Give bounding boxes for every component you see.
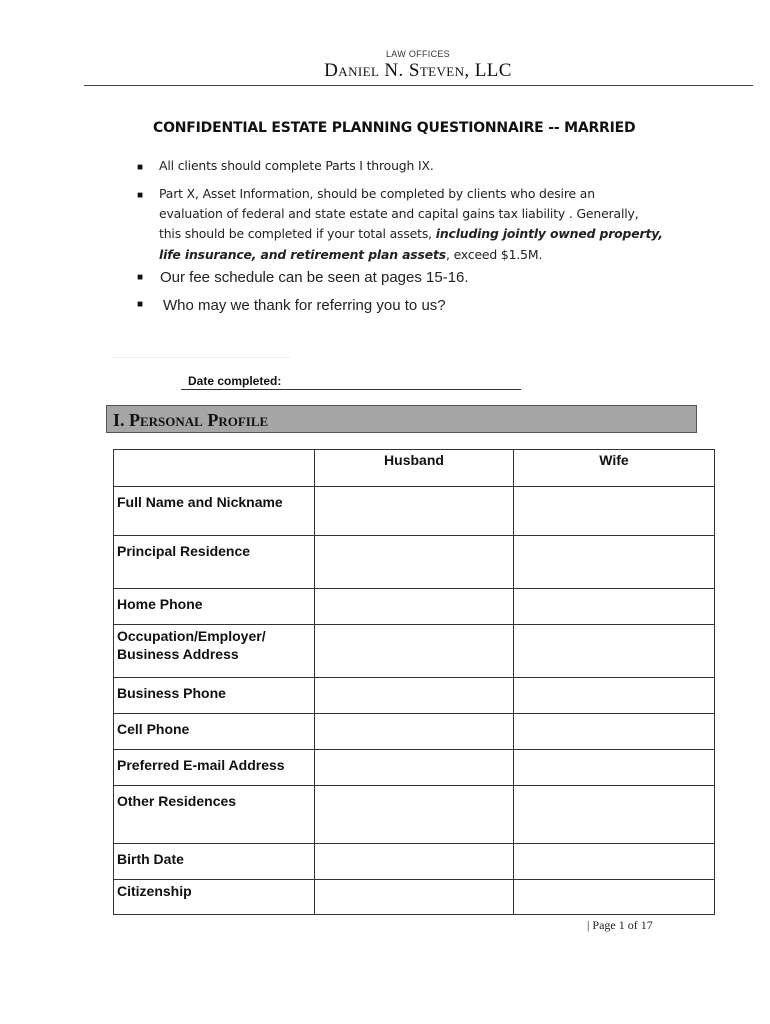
wife-cell[interactable] — [514, 536, 715, 589]
wife-cell[interactable] — [514, 678, 715, 714]
bullet-line — [159, 224, 679, 244]
wife-cell[interactable] — [514, 880, 715, 915]
column-header-husband: Husband — [315, 450, 514, 487]
husband-cell[interactable] — [315, 844, 514, 880]
wife-cell[interactable] — [514, 714, 715, 750]
row-label: Citizenship — [114, 880, 315, 915]
header-divider — [84, 85, 753, 86]
bullet-line-emphasis: life insurance, and retirement plan assets — [159, 247, 446, 262]
section-header-bar — [106, 405, 697, 433]
husband-cell[interactable] — [315, 487, 514, 536]
column-header-wife: Wife — [514, 450, 715, 487]
table-row — [114, 589, 715, 625]
bullet-line — [159, 245, 679, 265]
date-completed-label: Date completed: — [188, 374, 282, 388]
row-label: Principal Residence — [114, 536, 315, 589]
wife-cell[interactable] — [514, 786, 715, 844]
law-offices-caption: LAW OFFICES — [386, 49, 450, 59]
page-number: | Page 1 of 17 — [587, 918, 653, 932]
husband-cell[interactable] — [315, 678, 514, 714]
date-completed-field[interactable] — [181, 389, 521, 390]
husband-cell[interactable] — [315, 714, 514, 750]
row-label: Home Phone — [114, 589, 315, 625]
table-row — [114, 536, 715, 589]
bullet-text-fee-schedule: Our fee schedule can be seen at pages 15-16. — [160, 269, 469, 286]
bullet-text-asset-info — [159, 184, 679, 265]
wife-cell[interactable] — [514, 589, 715, 625]
row-label: Business Phone — [114, 678, 315, 714]
table-row — [114, 880, 715, 915]
row-label: Other Residences — [114, 786, 315, 844]
bullet-line-plain: this should be completed if your total assets, — [159, 226, 436, 241]
bullet-marker: ■ — [137, 190, 144, 201]
table-header-row — [114, 450, 715, 487]
row-label: Cell Phone — [114, 714, 315, 750]
wife-cell[interactable] — [514, 750, 715, 786]
table-row — [114, 714, 715, 750]
bullet-marker: ■ — [137, 272, 144, 283]
table-row — [114, 786, 715, 844]
table-row — [114, 487, 715, 536]
wife-cell[interactable] — [514, 487, 715, 536]
bullet-line-emphasis: including jointly owned property, — [435, 226, 663, 241]
document-title: CONFIDENTIAL ESTATE PLANNING QUESTIONNAIRE -- MARRIED — [153, 120, 636, 136]
bullet-line: Part X, Asset Information, should be completed by clients who desire an — [159, 186, 595, 201]
bullet-text-referral: Who may we thank for referring you to us? — [163, 297, 446, 314]
row-label: Birth Date — [114, 844, 315, 880]
husband-cell[interactable] — [315, 750, 514, 786]
section-title: I. Personal Profile — [113, 410, 269, 430]
row-label: Full Name and Nickname — [114, 487, 315, 536]
personal-profile-table — [113, 449, 715, 915]
faint-divider — [112, 357, 290, 358]
row-label: Preferred E-mail Address — [114, 750, 315, 786]
wife-cell[interactable] — [514, 844, 715, 880]
wife-cell[interactable] — [514, 625, 715, 678]
bullet-line-plain: , exceed $1.5M. — [446, 247, 543, 262]
husband-cell[interactable] — [315, 625, 514, 678]
table-row — [114, 844, 715, 880]
table-row — [114, 750, 715, 786]
husband-cell[interactable] — [315, 786, 514, 844]
husband-cell[interactable] — [315, 536, 514, 589]
bullet-marker: ■ — [137, 162, 144, 173]
husband-cell[interactable] — [315, 880, 514, 915]
table-row — [114, 678, 715, 714]
bullet-line: evaluation of federal and state estate and capital gains tax liability . Generally, — [159, 206, 639, 221]
bullet-text-parts: All clients should complete Parts I through IX. — [159, 158, 434, 173]
firm-name: Daniel N. Steven, LLC — [324, 60, 512, 81]
empty-header-cell — [114, 450, 315, 487]
bullet-marker: ■ — [137, 299, 144, 310]
husband-cell[interactable] — [315, 589, 514, 625]
row-label: Occupation/Employer/ Business Address — [114, 625, 315, 678]
table-row — [114, 625, 715, 678]
